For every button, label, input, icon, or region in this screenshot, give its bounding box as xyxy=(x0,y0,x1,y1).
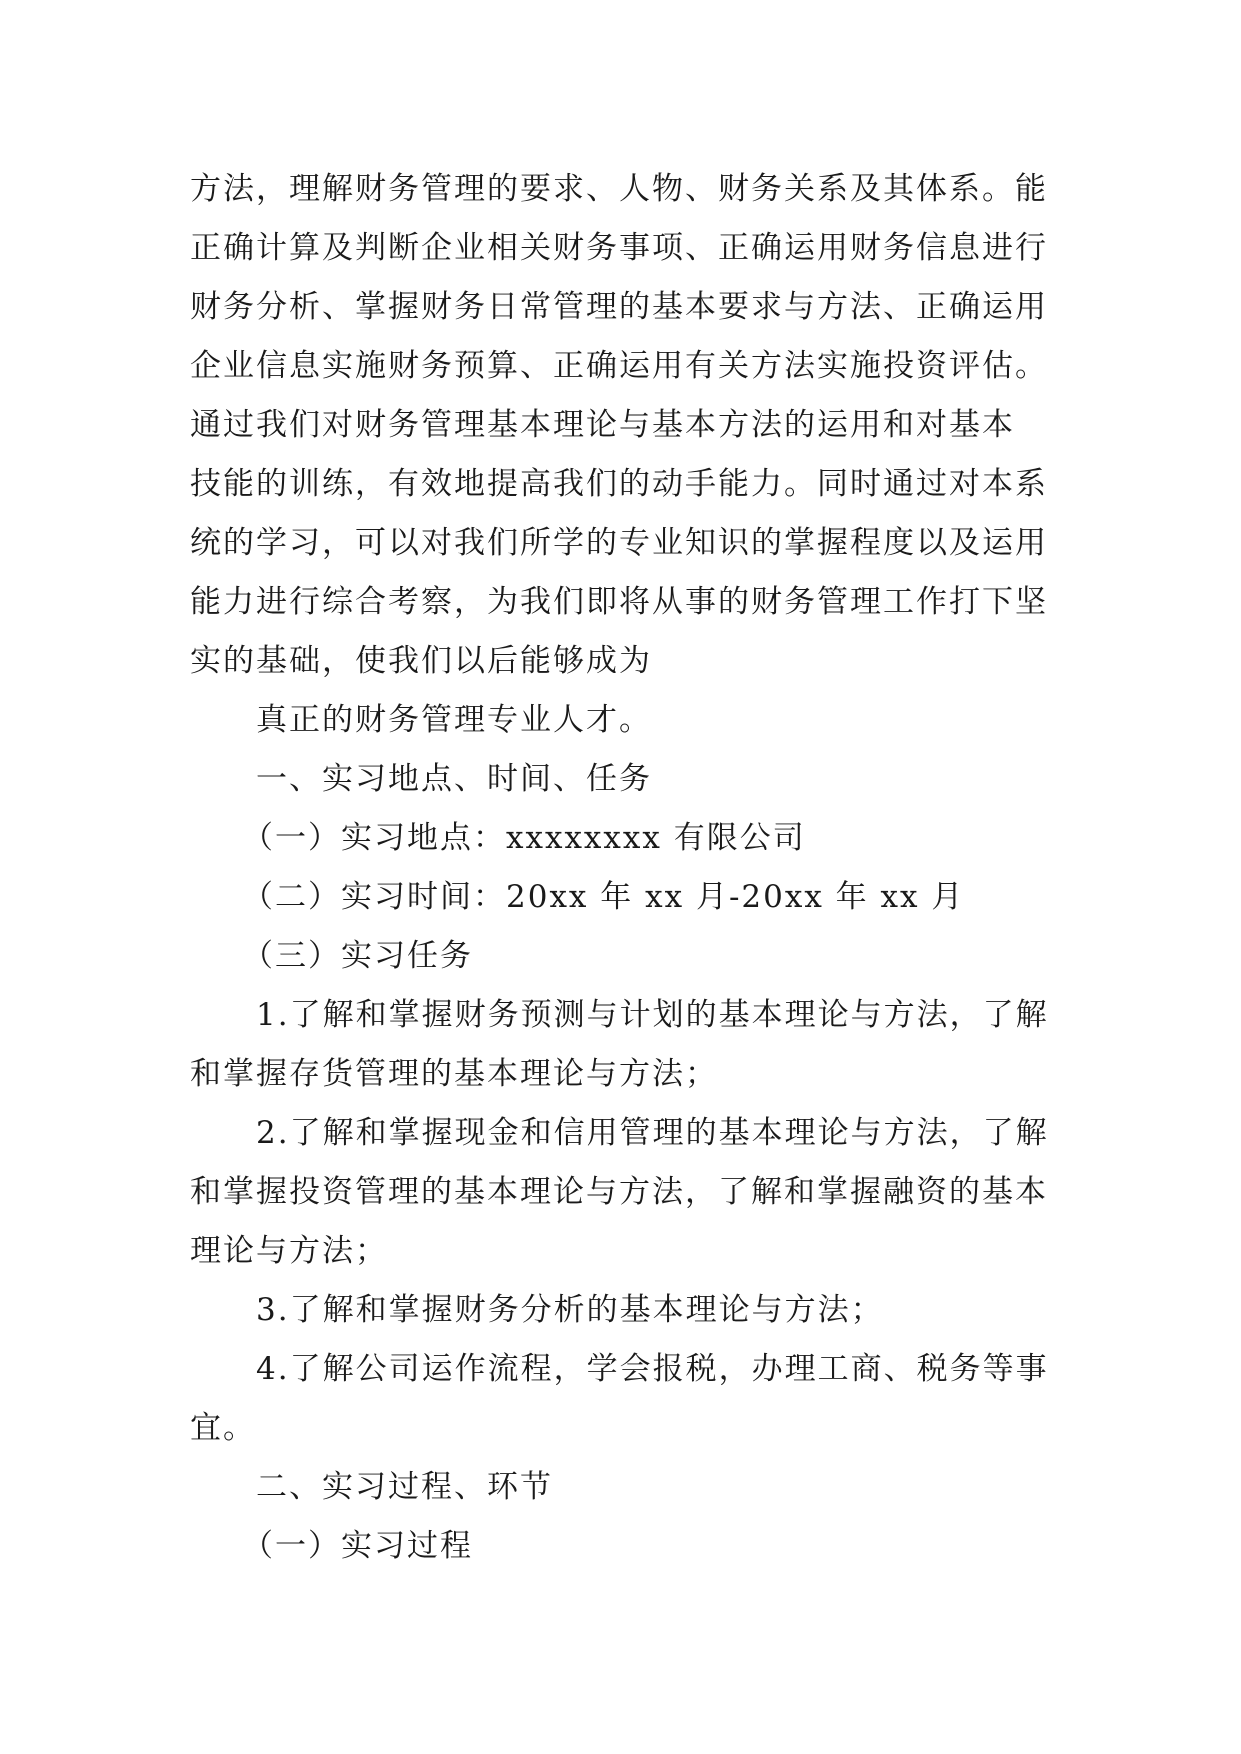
body-line: 财务分析、掌握财务日常管理的基本要求与方法、正确运用 xyxy=(190,289,1048,325)
subsection-heading: （一）实习过程 xyxy=(242,1528,473,1564)
body-line: 统的学习，可以对我们所学的专业知识的掌握程度以及运用 xyxy=(190,525,1048,561)
list-item-continuation: 宜。 xyxy=(190,1410,256,1446)
list-item-continuation: 和掌握存货管理的基本理论与方法； xyxy=(190,1056,718,1092)
body-line: 能力进行综合考察，为我们即将从事的财务管理工作打下坚 xyxy=(190,584,1048,620)
body-line: 企业信息实施财务预算、正确运用有关方法实施投资评估。 xyxy=(190,348,1048,384)
list-item: 3.了解和掌握财务分析的基本理论与方法； xyxy=(256,1292,884,1328)
document-body xyxy=(190,160,1060,1576)
body-line: 真正的财务管理专业人才。 xyxy=(256,702,652,738)
body-line: 正确计算及判断企业相关财务事项、正确运用财务信息进行 xyxy=(190,230,1048,266)
body-line: 技能的训练，有效地提高我们的动手能力。同时通过对本系 xyxy=(190,466,1048,502)
list-item-continuation: 理论与方法； xyxy=(190,1233,388,1269)
subsection-heading: （一）实习地点：xxxxxxxx 有限公司 xyxy=(242,820,806,856)
section-heading: 一、实习地点、时间、任务 xyxy=(256,761,652,797)
body-line: 实的基础，使我们以后能够成为 xyxy=(190,643,652,679)
list-item: 4.了解公司运作流程，学会报税，办理工商、税务等事 xyxy=(256,1351,1049,1387)
subsection-heading: （二）实习时间：20xx 年 xx 月-20xx 年 xx 月 xyxy=(242,879,965,915)
body-line: 方法，理解财务管理的要求、人物、财务关系及其体系。能 xyxy=(190,171,1048,207)
list-item-continuation: 和掌握投资管理的基本理论与方法，了解和掌握融资的基本 xyxy=(190,1174,1048,1210)
list-item: 2.了解和掌握现金和信用管理的基本理论与方法，了解 xyxy=(256,1115,1049,1151)
subsection-heading: （三）实习任务 xyxy=(242,938,473,974)
section-heading: 二、实习过程、环节 xyxy=(256,1469,553,1505)
body-line: 通过我们对财务管理基本理论与基本方法的运用和对基本 xyxy=(190,407,1015,443)
list-item: 1.了解和掌握财务预测与计划的基本理论与方法，了解 xyxy=(256,997,1049,1033)
